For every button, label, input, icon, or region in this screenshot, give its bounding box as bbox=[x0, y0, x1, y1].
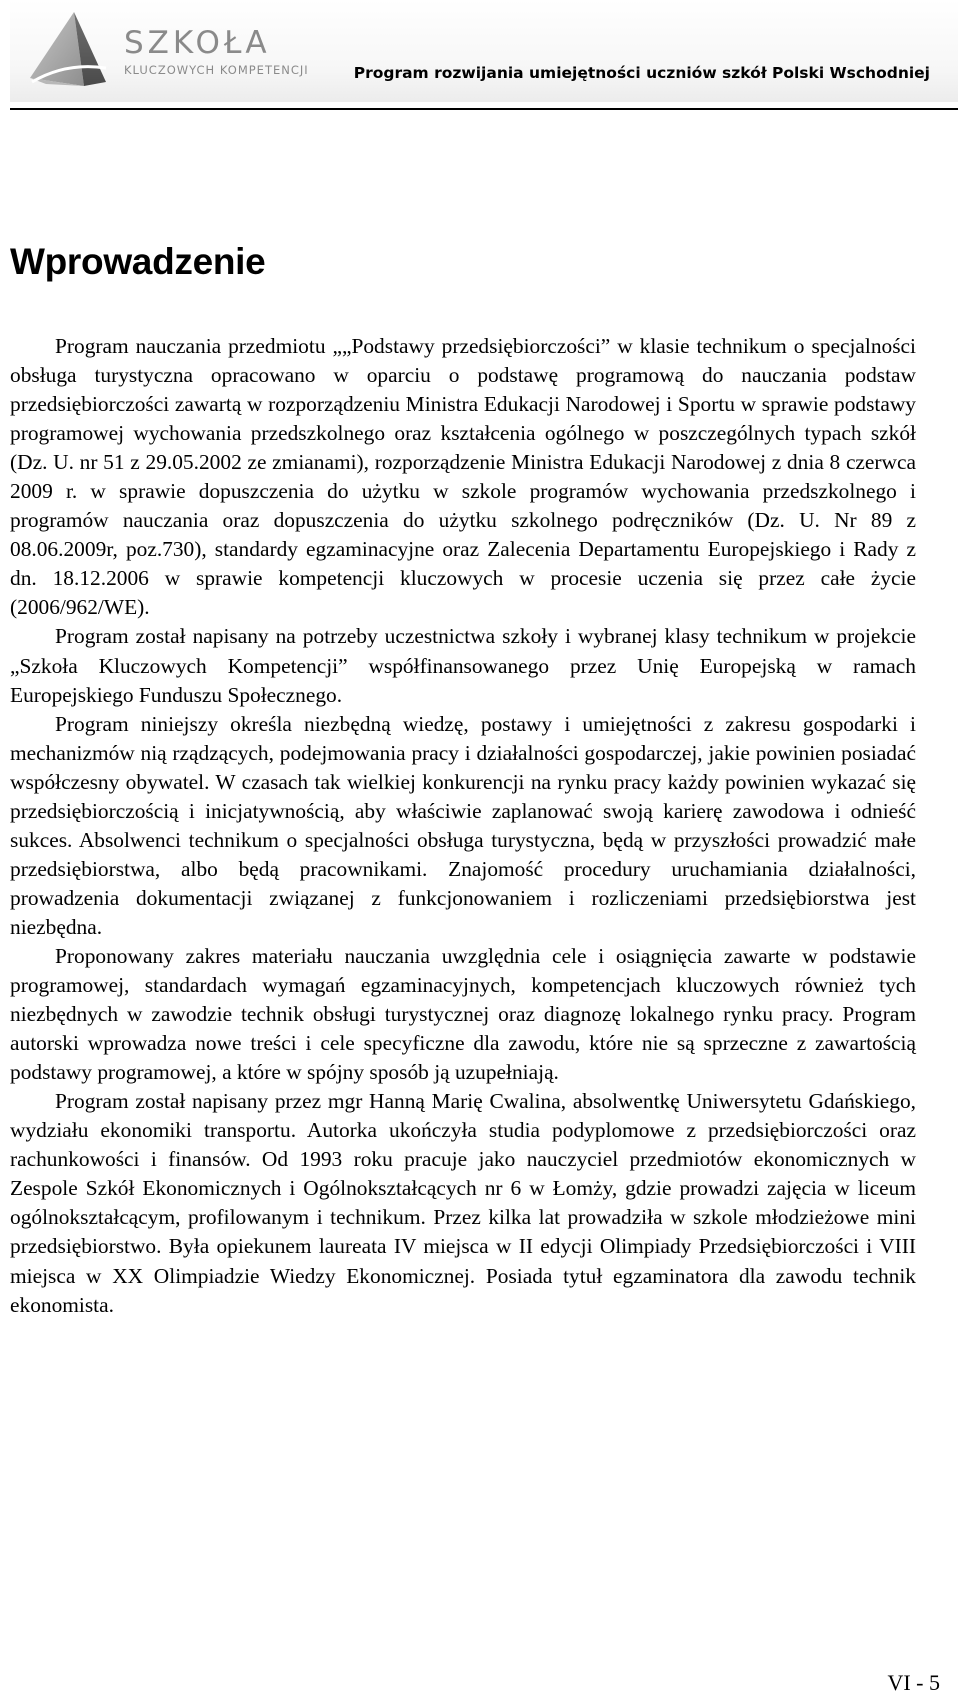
page-header bbox=[0, 0, 960, 112]
paragraph-author: Program został napisany przez mgr Hanną Marię Cwalina, absolwentkę Uniwersytetu Gdańskiego, wydziału ekonomiki transportu. Autorka ukończyła studia podyplomowe z przedsiębiorczości oraz rachunkowości i finansów. Od 1993 roku pracuje jako nauczyciel przedmiotów ekonomicznych w Zespole Szkół Ekonomicznych i Ogólnokształcących nr 6 w Łomży, gdzie prowadzi zajęcia w liceum ogólnokształcącym, profilowanym i technikum. Przez kilka lat prowadziła w szkole młodzieżowe mini przedsiębiorstwo. Była opiekunem laureata IV miejsca w II edycji Olimpiady Przedsiębiorczości i VIII miejsca w XX Olimpiadzie Wiedzy Ekonomicznej. Posiada tytuł egzaminatora dla zawodu technik ekonomista. bbox=[10, 1089, 916, 1317]
section-heading: Wprowadzenie bbox=[10, 241, 266, 282]
school-logo bbox=[26, 8, 316, 88]
paragraph-scope: Program niniejszy określa niezbędną wiedzę, postawy i umiejętności z zakresu gospodarki i mechanizmów nią rządzących, podejmowania pracy i działalności gospodarczej, jakie powinien posiadać współczesny obywatel. W czasach tak wielkiej konkurencji na rynku pracy każdy powinien wykazać się przedsiębiorczością i inicjatywnością, aby właściwie zaplanować swoją karierę zawodowa i odnieść sukces. Absolwenci technikum o specjalności obsługa turystyczna, będą w przyszłości prowadzić małe przedsiębiorstwa, albo będą pracownikami. Znajomość procedury uruchamiania działalności, prowadzenia dokumentacji związanej z funkcjonowaniem i rozliczeniami przedsiębiorstwa jest niezbędna. bbox=[10, 711, 916, 939]
logo-subtitle: KLUCZOWYCH KOMPETENCJI bbox=[124, 63, 309, 77]
pyramid-logo-icon bbox=[26, 8, 112, 88]
program-title: Program rozwijania umiejętności uczniów szkół Polski Wschodniej bbox=[353, 64, 930, 82]
paragraph-project: Program został napisany na potrzeby uczestnictwa szkoły i wybranej klasy technikum w projekcie „Szkoła Kluczowych Kompetencji” współfinansowanego przez Unię Europejską w ramach Europejskiego Funduszu Społecznego. bbox=[10, 624, 916, 707]
page-number: VI - 5 bbox=[887, 1670, 940, 1695]
paragraph-legal-basis: Program nauczania przedmiotu „„Podstawy przedsiębiorczości” w klasie technikum o specjalności obsługa turystyczna opracowano w oparciu o podstawę programową do nauczania podstaw przedsiębiorczości zawartą w rozporządzeniu Ministra Edukacji Narodowej i Sportu w sprawie podstawy programowej wychowania przedszkolnego oraz kształcenia ogólnego w poszczególnych typach szkół (Dz. U. nr 51 z 29.05.2002 ze zmianami), rozporządzenie Ministra Edukacji Narodowej z dnia 8 czerwca 2009 r. w sprawie dopuszczenia do użytku w szkole programów wychowania przedszkolnego i programów nauczania oraz dopuszczenia do użytku szkolnego podręczników (Dz. U. Nr 89 z 08.06.2009r, poz.730), standardy egzaminacyjne oraz Zalecenia Departamentu Europejskiego i Rady z dn. 18.12.2006 w sprawie kompetencji kluczowych w procesie uczenia się przez całe życie (2006/962/WE). bbox=[10, 334, 916, 620]
header-divider bbox=[10, 108, 958, 110]
logo-title: SZKOŁA bbox=[124, 25, 271, 61]
paragraph-material: Proponowany zakres materiału nauczania uwzględnia cele i osiągnięcia zawarte w podstawie programowej, standardach wymagań egzaminacyjnych, kompetencjach kluczowych również tych niezbędnych w zawodzie technik obsługi turystycznej oraz diagnozę lokalnego rynku pracy. Program autorski wprowadza nowe treści i cele specyficzne dla zawodu, które nie są sprzeczne z zawartością podstawy programowej, a które w spójny sposób ją uzupełniają. bbox=[10, 943, 916, 1085]
document-body bbox=[10, 332, 916, 1320]
